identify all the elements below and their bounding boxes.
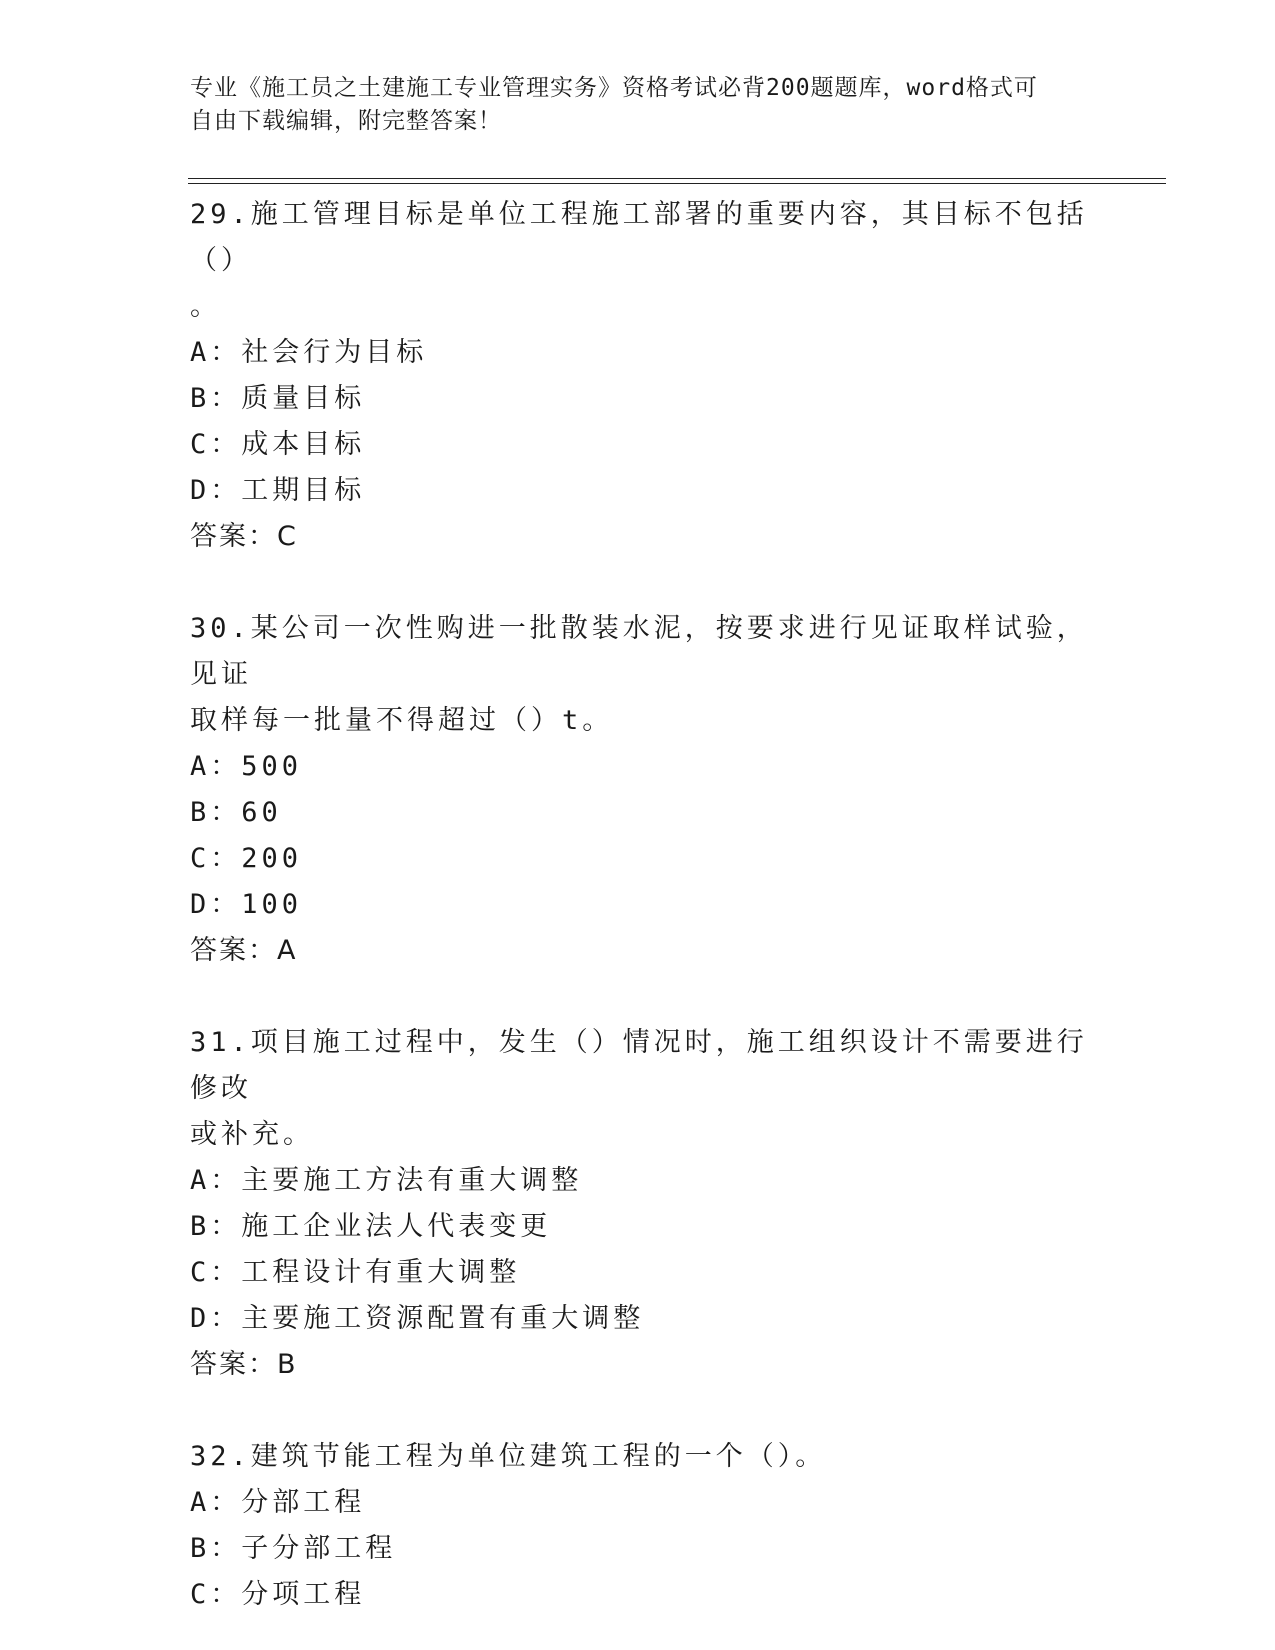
option-c: C：工程设计有重大调整 [190,1257,521,1288]
question-spacer [190,974,1090,1020]
option-b: B：施工企业法人代表变更 [190,1211,552,1242]
question-text-line: 或补充。 [190,1119,314,1150]
question-spacer [190,1388,1090,1434]
header-divider-bottom [188,183,1166,184]
option-a: A：500 [190,751,303,782]
answer-line: 答案：C [190,521,298,552]
header-divider-top [188,178,1166,179]
question-text-line: 31.项目施工过程中，发生（）情况时，施工组织设计不需要进行修改 [190,1027,1088,1104]
option-d: D：100 [190,889,303,920]
option-d: D：工期目标 [190,475,366,506]
question-30 [190,606,1090,974]
answer-line: 答案：A [190,935,298,966]
question-text-line: 32.建筑节能工程为单位建筑工程的一个（）。 [190,1441,827,1472]
question-text-line: 。 [190,291,221,322]
option-b: B：60 [190,797,282,828]
question-29 [190,192,1090,560]
option-b: B：子分部工程 [190,1533,397,1564]
option-a: A：主要施工方法有重大调整 [190,1165,583,1196]
question-text-line: 29.施工管理目标是单位工程施工部署的重要内容，其目标不包括（） [190,199,1088,276]
option-a: A：社会行为目标 [190,337,428,368]
question-text-line: 取样每一批量不得超过（）t。 [190,705,614,736]
question-32 [190,1434,1090,1618]
option-c: C：200 [190,843,303,874]
option-a: A：分部工程 [190,1487,366,1518]
option-d: D：主要施工资源配置有重大调整 [190,1303,645,1334]
option-b: B：质量目标 [190,383,366,414]
question-spacer [190,560,1090,606]
question-31 [190,1020,1090,1388]
option-c: C：分项工程 [190,1579,366,1610]
header-line-2: 自由下载编辑，附完整答案！ [190,108,502,134]
question-text-line: 30.某公司一次性购进一批散装水泥，按要求进行见证取样试验，见证 [190,613,1088,690]
answer-line: 答案：B [190,1349,298,1380]
option-c: C：成本目标 [190,429,366,460]
document-header [190,72,1090,138]
question-list [190,192,1090,1618]
header-line-1: 专业《施工员之土建施工专业管理实务》资格考试必背200题题库，word格式可 [190,75,1038,101]
